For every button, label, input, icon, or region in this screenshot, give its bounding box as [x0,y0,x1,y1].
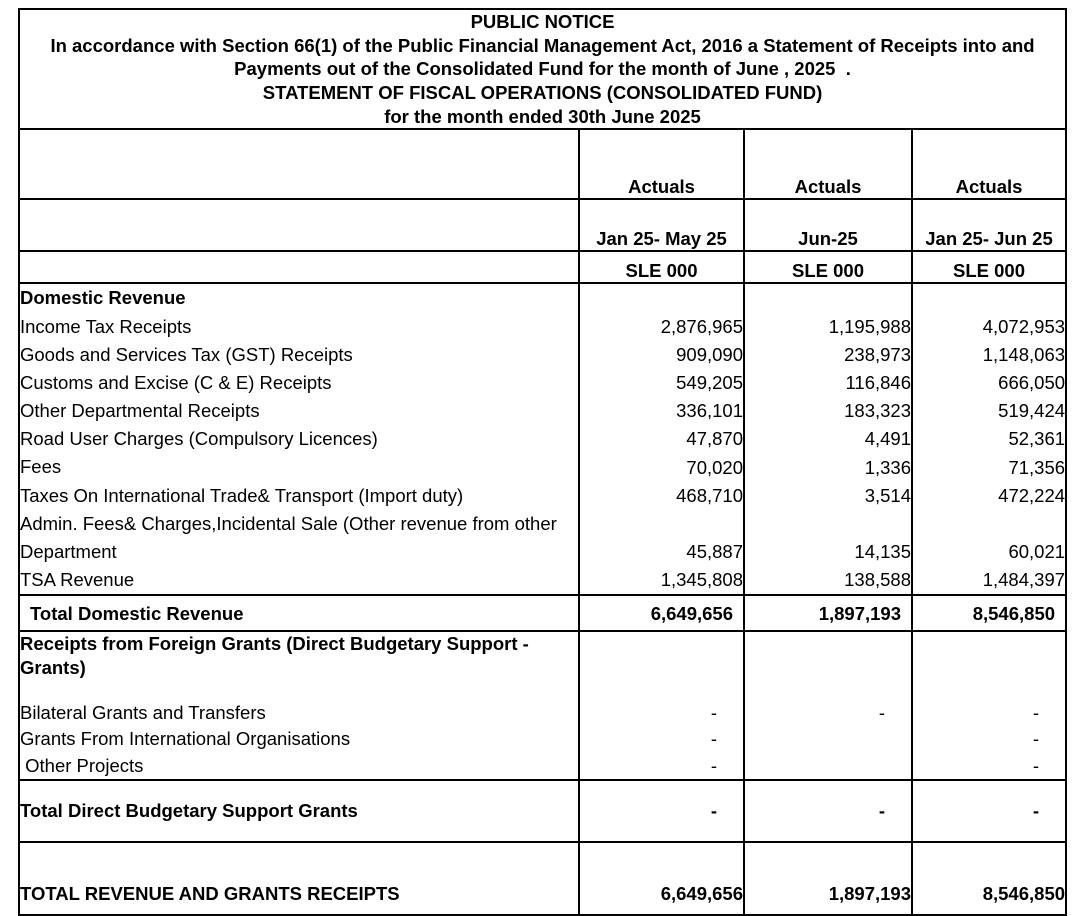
notice-title-row [19,9,1066,129]
grand-total-jan-may: 6,649,656 [579,842,744,915]
value-international-orgs-jun [745,726,911,753]
total-domestic-revenue-jan-jun: 8,546,850 [912,595,1066,631]
domestic-revenue-labels [19,283,579,595]
value-admin-fees-spacer-jun [745,510,911,538]
label-international-orgs: Grants From International Organisations [20,728,351,750]
label-taxes-international-trade: Taxes On International Trade& Transport (Import duty) [20,484,464,506]
header-unit-row [19,251,1066,283]
domestic-revenue-values-jan-jun [912,283,1066,595]
value-income-tax-jan-may: 2,876,965 [660,315,743,337]
title-line-accordance: In accordance with Section 66(1) of the Public Financial Management Act, 2016 a Statement of Receipts into and [50,34,1035,56]
title-line-statement: STATEMENT OF FISCAL OPERATIONS (CONSOLIDATED FUND) [262,82,823,104]
value-section-blank-jun [745,284,911,312]
total-grants-jun: - [744,780,912,842]
value-other-projects-jan-may: - [710,754,717,776]
value-bilateral-grants-jun: - [878,701,885,723]
foreign-grants-section-label: Receipts from Foreign Grants (Direct Budgetary Support - Grants) [20,633,534,679]
total-grants-jan-may: - [579,780,744,842]
grand-total-label: TOTAL REVENUE AND GRANTS RECEIPTS [19,842,579,915]
label-fees: Fees [20,456,62,478]
foreign-grants-block-row [19,631,1066,780]
value-road-user-charges-jan-may: 47,870 [686,428,743,450]
value-road-user-charges-jun: 4,491 [864,428,911,450]
header-period-jan-may: Jan 25- May 25 [579,199,744,251]
domestic-revenue-values-jun [744,283,912,595]
value-gst-jan-jun: 1,148,063 [982,343,1066,365]
value-taxes-international-trade-jun: 3,514 [864,484,911,506]
value-customs-excise-jan-jun: 666,050 [998,371,1066,393]
value-other-projects-jun [745,753,911,780]
value-fees-jan-may: 70,020 [686,456,743,478]
value-road-user-charges-jan-jun: 52,361 [1008,428,1066,450]
value-bilateral-grants-jan-jun: - [1032,701,1040,723]
notice-title-cell [19,9,1066,129]
value-gst-jan-may: 909,090 [676,343,743,365]
header-period-jun: Jun-25 [744,199,912,251]
total-domestic-revenue-jan-may: 6,649,656 [579,595,744,631]
value-income-tax-jun: 1,195,988 [828,315,911,337]
value-other-departmental-jan-jun: 519,424 [998,400,1066,422]
value-bilateral-grants-jan-may: - [710,701,717,723]
header-unit-jan-may: SLE 000 [579,251,744,283]
value-income-tax-jan-jun: 4,072,953 [982,315,1066,337]
label-income-tax: Income Tax Receipts [20,315,192,337]
grand-total-jan-jun: 8,546,850 [912,842,1066,915]
value-fees-jun: 1,336 [864,456,911,478]
value-customs-excise-jun: 116,846 [845,371,911,393]
value-other-departmental-jun: 183,323 [844,400,911,422]
header-period-jan-jun: Jan 25- Jun 25 [912,199,1066,251]
value-international-orgs-jan-may: - [710,728,717,750]
header-label-blank-actuals [19,129,579,199]
value-admin-fees-spacer-jan-jun [913,510,1065,538]
total-grants-label: Total Direct Budgetary Support Grants [19,780,579,842]
value-admin-fees-jun: 14,135 [854,541,911,563]
label-other-departmental: Other Departmental Receipts [20,400,260,422]
header-label-blank-period [19,199,579,251]
value-admin-fees-jan-jun: 60,021 [1008,541,1066,563]
foreign-grants-values-jan-may [579,631,744,780]
value-tsa-revenue-jan-jun: 1,484,397 [982,569,1066,591]
total-domestic-revenue-row [19,595,1066,631]
value-admin-fees-spacer-jan-may [580,510,743,538]
value-international-orgs-jan-jun: - [1032,728,1040,750]
foreign-grants-values-jan-jun [912,631,1066,780]
title-line-public-notice: PUBLIC NOTICE [470,11,615,32]
value-taxes-international-trade-jan-jun: 472,224 [998,484,1066,506]
grand-total-row [19,842,1066,915]
value-section-blank-jan-jun [913,284,1065,312]
header-actuals-jan-may: Actuals [579,129,744,199]
value-gst-jun: 238,973 [844,343,911,365]
value-other-departmental-jan-may: 336,101 [676,400,743,422]
value-tsa-revenue-jan-may: 1,345,808 [660,569,743,591]
value-other-projects-jan-jun: - [1032,754,1040,776]
value-taxes-international-trade-jan-may: 468,710 [676,484,743,506]
total-grants-row [19,780,1066,842]
value-admin-fees-jan-may: 45,887 [686,541,743,563]
header-unit-jun: SLE 000 [744,251,912,283]
label-customs-excise: Customs and Excise (C & E) Receipts [20,371,332,393]
label-gst: Goods and Services Tax (GST) Receipts [20,343,353,365]
value-customs-excise-jan-may: 549,205 [676,371,743,393]
total-domestic-revenue-label: Total Domestic Revenue [19,595,579,631]
domestic-revenue-section-label: Domestic Revenue [20,287,186,309]
header-actuals-jan-jun: Actuals [912,129,1066,199]
header-label-blank-unit [19,251,579,283]
title-line-month-ended: for the month ended 30th June 2025 [384,105,701,127]
label-other-projects: Other Projects [20,754,144,776]
value-fees-jan-jun: 71,356 [1008,456,1066,478]
header-unit-jan-jun: SLE 000 [912,251,1066,283]
domestic-revenue-block-row [19,283,1066,595]
value-section-blank-jan-may [580,284,743,312]
header-actuals-row [19,129,1066,199]
value-tsa-revenue-jun: 138,588 [844,569,911,591]
label-bilateral-grants: Bilateral Grants and Transfers [20,701,266,723]
label-road-user-charges: Road User Charges (Compulsory Licences) [20,428,378,450]
title-line-payments: Payments out of the Consolidated Fund for the month of June , 2025 . [234,58,851,80]
foreign-grants-values-jun [744,631,912,780]
label-tsa-revenue: TSA Revenue [20,569,135,591]
header-actuals-jun: Actuals [744,129,912,199]
label-admin-fees-charges: Admin. Fees& Charges,Incidental Sale (Other revenue from other Department [20,512,562,563]
foreign-grants-labels [19,631,579,780]
grand-total-jun: 1,897,193 [744,842,912,915]
total-grants-jan-jun: - [912,780,1066,842]
header-period-row [19,199,1066,251]
total-domestic-revenue-jun: 1,897,193 [744,595,912,631]
domestic-revenue-values-jan-may [579,283,744,595]
fiscal-operations-table [18,8,1067,916]
